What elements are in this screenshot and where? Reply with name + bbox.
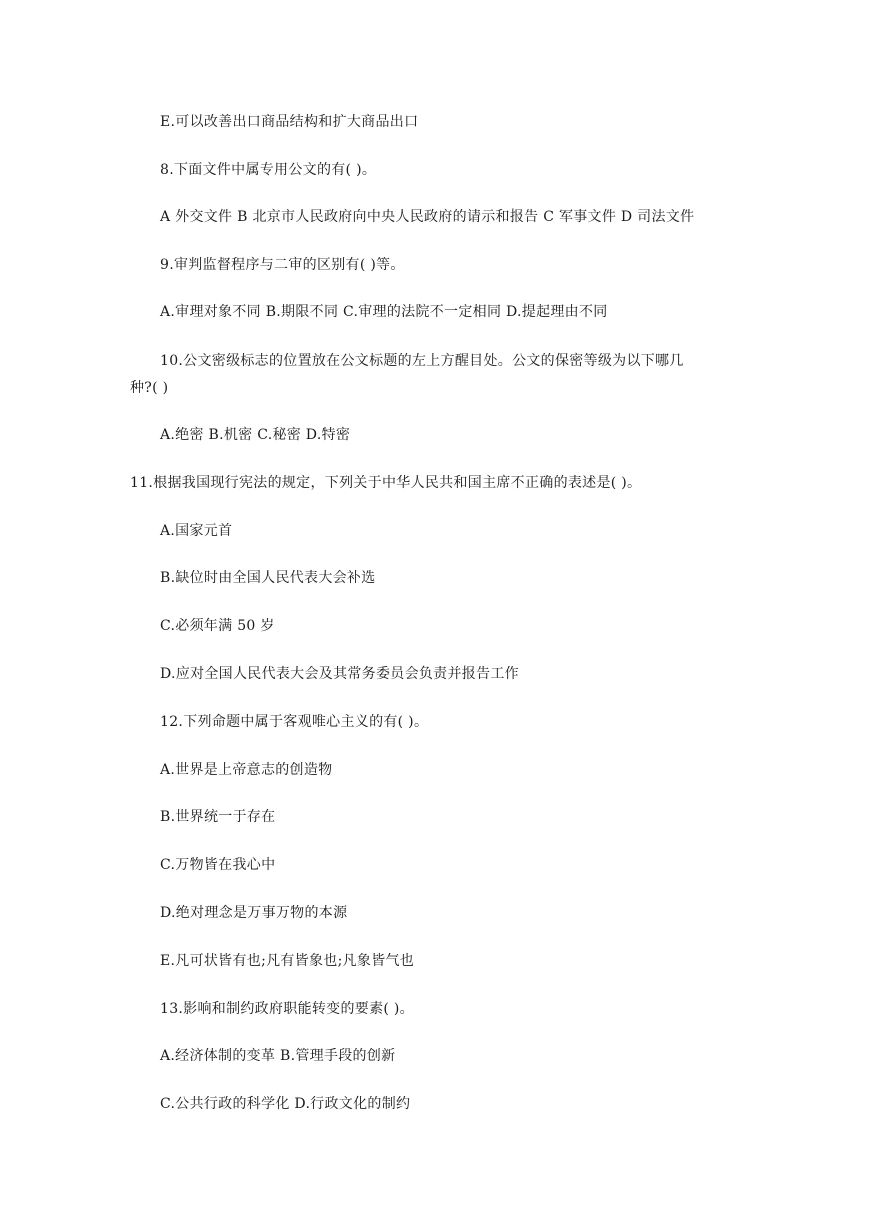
options-q8: A 外交文件 B 北京市人民政府向中央人民政府的请示和报告 C 军事文件 D 司法文件 [160, 209, 695, 225]
question-13: 13.影响和制约政府职能转变的要素( )。 [160, 1001, 414, 1017]
options-q10: A.绝密 B.机密 C.秘密 D.特密 [160, 427, 351, 443]
option-e-q12: E.凡可状皆有也;凡有皆象也;凡象皆气也 [160, 953, 415, 969]
question-10-line-2: 种?( ) [130, 380, 169, 396]
option-c-q12: C.万物皆在我心中 [160, 857, 276, 873]
option-a-q12: A.世界是上帝意志的创造物 [160, 762, 333, 778]
option-b-q11: B.缺位时由全国人民代表大会补选 [160, 570, 376, 586]
option-d-q11: D.应对全国人民代表大会及其常务委员会负责并报告工作 [160, 666, 519, 682]
question-11: 11.根据我国现行宪法的规定，下列关于中华人民共和国主席不正确的表述是( )。 [130, 475, 642, 491]
options-q13-line-2: C.公共行政的科学化 D.行政文化的制约 [160, 1096, 411, 1112]
option-d-q12: D.绝对理念是万事万物的本源 [160, 905, 348, 921]
options-q9: A.审理对象不同 B.期限不同 C.审理的法院不一定相同 D.提起理由不同 [160, 304, 608, 320]
question-10-line-1: 10.公文密级标志的位置放在公文标题的左上方醒目处。公文的保密等级为以下哪几 [160, 353, 684, 369]
question-9: 9.审判监督程序与二审的区别有( )等。 [160, 257, 405, 273]
option-b-q12: B.世界统一于存在 [160, 809, 276, 825]
option-e-q7: E.可以改善出口商品结构和扩大商品出口 [160, 114, 419, 130]
options-q13-line-1: A.经济体制的变革 B.管理手段的创新 [160, 1048, 396, 1064]
question-12: 12.下列命题中属于客观唯心主义的有( )。 [160, 714, 429, 730]
option-c-q11: C.必须年满 50 岁 [160, 618, 275, 634]
question-8: 8.下面文件中属专用公文的有( )。 [160, 162, 377, 178]
option-a-q11: A.国家元首 [160, 523, 233, 539]
